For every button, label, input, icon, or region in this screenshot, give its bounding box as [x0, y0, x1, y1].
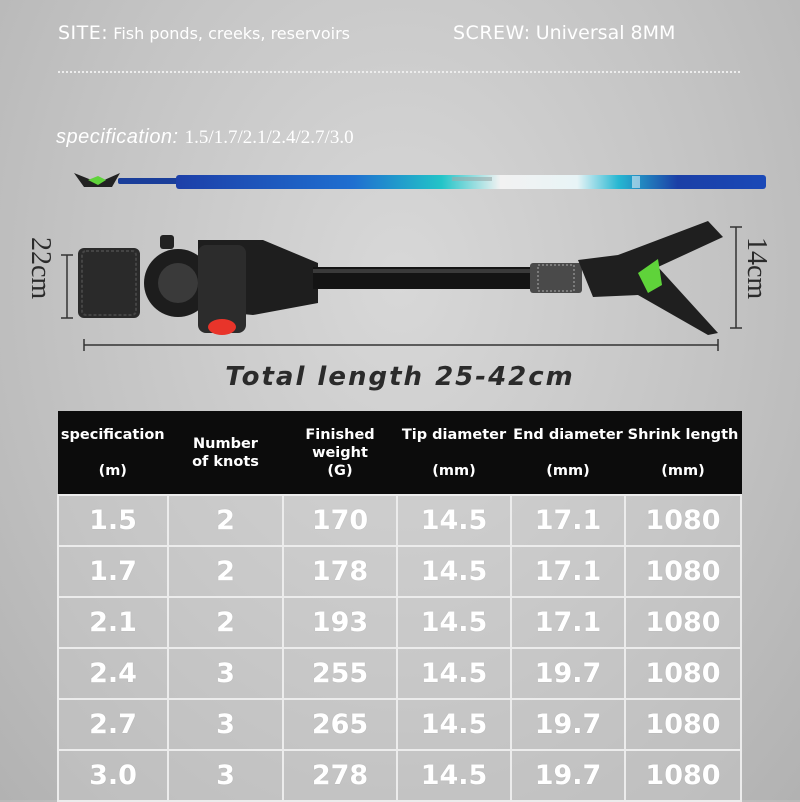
cell-weight: 278	[283, 750, 397, 801]
cell-tip-diameter: 14.5	[397, 495, 511, 546]
cell-shrink-length: 1080	[625, 495, 741, 546]
cell-specification: 2.1	[58, 597, 168, 648]
cell-shrink-length: 1080	[625, 546, 741, 597]
cell-weight: 265	[283, 699, 397, 750]
cell-end-diameter: 17.1	[511, 546, 625, 597]
specification-table	[57, 411, 742, 802]
cell-tip-diameter: 14.5	[397, 648, 511, 699]
dotted-divider	[58, 71, 740, 73]
header-specification: specification (m)	[58, 411, 168, 495]
cell-specification: 1.7	[58, 546, 168, 597]
cell-knots: 3	[168, 699, 283, 750]
table-row	[58, 546, 741, 597]
screw-info	[453, 22, 675, 44]
dim-height-left: 22cm	[25, 237, 56, 300]
dim-height-right: 14cm	[741, 237, 772, 300]
cell-weight: 170	[283, 495, 397, 546]
table-row	[58, 648, 741, 699]
cell-tip-diameter: 14.5	[397, 597, 511, 648]
cell-specification: 2.7	[58, 699, 168, 750]
cell-shrink-length: 1080	[625, 699, 741, 750]
site-label: SITE:	[58, 22, 109, 44]
cell-tip-diameter: 14.5	[397, 546, 511, 597]
cell-weight: 255	[283, 648, 397, 699]
cell-knots: 2	[168, 597, 283, 648]
cell-weight: 178	[283, 546, 397, 597]
cell-end-diameter: 19.7	[511, 699, 625, 750]
table-header-row	[58, 411, 741, 495]
cell-weight: 193	[283, 597, 397, 648]
site-value: Fish ponds, creeks, reservoirs	[113, 24, 351, 43]
cell-shrink-length: 1080	[625, 750, 741, 801]
cell-tip-diameter: 14.5	[397, 699, 511, 750]
rod-rest-image	[18, 215, 778, 365]
table-row	[58, 750, 741, 801]
screw-label: SCREW:	[453, 22, 531, 44]
cell-end-diameter: 17.1	[511, 597, 625, 648]
cell-tip-diameter: 14.5	[397, 750, 511, 801]
specification-line	[56, 126, 354, 149]
header-finished-weight: Finished weight (G)	[283, 411, 397, 495]
specification-label: specification:	[56, 126, 179, 148]
header-shrink-length: Shrink length (mm)	[625, 411, 741, 495]
cell-knots: 2	[168, 546, 283, 597]
cell-knots: 2	[168, 495, 283, 546]
cell-specification: 1.5	[58, 495, 168, 546]
cell-end-diameter: 17.1	[511, 495, 625, 546]
cell-shrink-length: 1080	[625, 648, 741, 699]
cell-knots: 3	[168, 750, 283, 801]
header-end-diameter: End diameter (mm)	[511, 411, 625, 495]
header-tip-diameter: Tip diameter (mm)	[397, 411, 511, 495]
header-row	[58, 22, 758, 52]
site-info	[58, 22, 350, 44]
cell-end-diameter: 19.7	[511, 750, 625, 801]
table-row	[58, 495, 741, 546]
cell-specification: 2.4	[58, 648, 168, 699]
cell-end-diameter: 19.7	[511, 648, 625, 699]
table-row	[58, 699, 741, 750]
cell-specification: 3.0	[58, 750, 168, 801]
screw-value: Universal 8MM	[535, 22, 676, 44]
header-number-of-knots: Number of knots	[168, 411, 283, 495]
total-length-caption: Total length 25-42cm	[225, 362, 575, 392]
cell-shrink-length: 1080	[625, 597, 741, 648]
fishing-rod-image	[72, 165, 772, 205]
table-row	[58, 597, 741, 648]
cell-knots: 3	[168, 648, 283, 699]
specification-value: 1.5/1.7/2.1/2.4/2.7/3.0	[184, 127, 354, 148]
